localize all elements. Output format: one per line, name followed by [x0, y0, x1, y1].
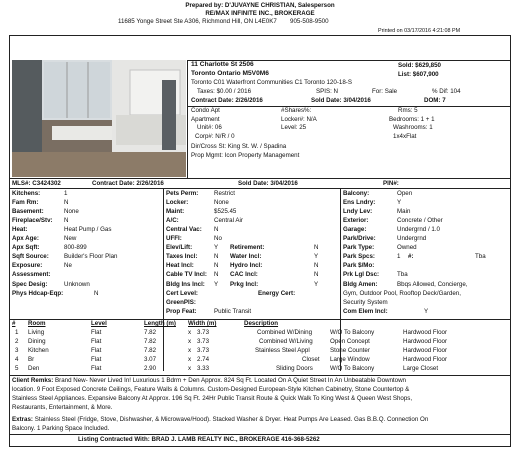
room-x: x — [188, 356, 192, 363]
remarks-line — [12, 377, 406, 385]
feature-value: N — [314, 271, 319, 278]
room-number: 4 — [15, 356, 19, 363]
feature-label: Basement: — [12, 208, 44, 215]
locker-number: Locker#: N/A — [281, 116, 317, 123]
feature-label: Heat Incl: — [166, 262, 194, 269]
room-number: 5 — [15, 365, 19, 372]
feature-label: Bldg Amen: — [343, 281, 378, 288]
room-width: 3.73 — [197, 347, 210, 354]
feature-value: N — [214, 262, 219, 269]
feature-value: Y — [397, 199, 402, 206]
listing-community: Toronto C01 Waterfront Communities C1 Toronto 120-18-S — [191, 79, 352, 86]
printed-date: Printed on 03/17/2016 4:21:08 PM — [378, 28, 461, 34]
feature-label: Elev/Lift: — [166, 244, 193, 251]
bldg-amenities: Bbqs Allowed, Concierge, — [397, 281, 468, 288]
room-x: x — [188, 347, 192, 354]
property-style: Apartment — [191, 116, 220, 123]
feature-label: Cert Level: — [166, 290, 198, 297]
feature-value: New — [64, 235, 77, 242]
feature-label: Prop Feat: — [166, 308, 197, 315]
room-name: Dining — [28, 338, 46, 345]
mls-sold-date: Sold Date: 3/04/2016 — [238, 180, 298, 187]
feature-label: Apx Sqft: — [12, 244, 40, 251]
mls-number: MLS#: C3424302 — [12, 180, 61, 187]
rooms-count: Rms: 5 — [398, 107, 418, 114]
room-width: 3.73 — [197, 338, 210, 345]
room-desc1: Combined W/Dining — [257, 329, 313, 336]
extras-label: Extras: — [12, 416, 33, 423]
room-width: 3.33 — [197, 365, 210, 372]
feature-value: Tba — [397, 271, 408, 278]
feature-value: Undergrnd / 1.0 — [397, 226, 440, 233]
room-desc2: W/O To Balcony — [330, 329, 375, 336]
pin-number: PIN#: — [383, 180, 399, 187]
feature-label: Phys Hdcap-Eqp: — [12, 290, 64, 297]
room-x: x — [188, 365, 192, 372]
prepared-by: Prepared by: D'JUVAYNE CHRISTIAN, Salesperson — [185, 2, 335, 9]
room-number: 3 — [15, 347, 19, 354]
feature-value: N — [94, 290, 99, 297]
room-name: Den — [28, 365, 40, 372]
feature-label: #: — [408, 253, 414, 260]
feature-label: Apx Age: — [12, 235, 39, 242]
washroom-detail: 1x4xFlat — [393, 133, 417, 140]
taxes: Taxes: $0.00 / 2016 — [197, 88, 252, 95]
feature-label: Locker: — [166, 199, 189, 206]
list-price: List: $607,900 — [398, 71, 439, 78]
property-management: Prop Mgmt: Icon Property Management — [191, 152, 300, 159]
for-type: For: Sale — [372, 88, 398, 95]
room-desc3: Hardwood Floor — [403, 329, 448, 336]
sold-date: Sold Date: 3/04/2016 — [311, 97, 371, 104]
room-level: Flat — [91, 347, 102, 354]
extras-text: Stainless Steel (Fridge, Stove, Dishwasher, & Microwave/Hood). Stacked Washer & Dryer. Heat Pumps Are Leased. Gas B.B.Q. Connection On — [34, 416, 429, 423]
feature-label: Taxes Incl: — [166, 253, 198, 260]
extras-line: Balcony. 1 Parking Space Included. — [12, 425, 110, 432]
feature-value: Public Transit — [214, 308, 252, 315]
rooms-header: # — [12, 320, 16, 327]
feature-label: CAC Incl: — [230, 271, 258, 278]
feature-label: Park Spcs: — [343, 253, 375, 260]
feature-label: Sqft Source: — [12, 253, 49, 260]
pct-dif: % Dif: 104 — [432, 88, 461, 95]
brokerage-name: RE/MAX INFINITE INC., BROKERAGE — [205, 10, 315, 17]
room-x: x — [188, 338, 192, 345]
room-number: 2 — [15, 338, 19, 345]
remarks-label: Client Remks: — [12, 377, 54, 384]
feature-label: Ens Lndry: — [343, 199, 376, 206]
room-level: Flat — [91, 329, 102, 336]
feature-value: 1 — [397, 253, 401, 260]
room-x: x — [188, 329, 192, 336]
rooms-header: Width (m) — [188, 320, 217, 327]
feature-value: Builder's Floor Plan — [64, 253, 118, 260]
feature-label: Retirement: — [230, 244, 265, 251]
feature-value: Open — [397, 190, 413, 197]
listing-contracted-with: Listing Contracted With: BRAD J. LAMB REALTY INC., BROKERAGE 416-368-5262 — [78, 436, 320, 443]
remarks-line: Restaurants, Entertainment, & More. — [12, 404, 113, 411]
feature-label: Garage: — [343, 226, 367, 233]
feature-value: Unknown — [64, 281, 90, 288]
corp-number: Corp#: N/R / 0 — [195, 133, 235, 140]
room-desc1: Combined W/Living — [259, 338, 313, 345]
sold-price: Sold: $629,850 — [398, 62, 441, 69]
room-level: Flat — [91, 338, 102, 345]
feature-label: Lndy Lev: — [343, 208, 373, 215]
room-desc3: Hardwood Floor — [403, 347, 448, 354]
room-level: Flat — [91, 356, 102, 363]
washrooms: Washrooms: 1 — [393, 124, 433, 131]
feature-label: Energy Cert: — [258, 290, 296, 297]
feature-label: Com Elem Incl: — [343, 308, 388, 315]
feature-value: N — [214, 226, 219, 233]
room-width: 2.74 — [197, 356, 210, 363]
room-name: Living — [28, 329, 45, 336]
feature-value: Tba — [475, 253, 486, 260]
feature-value: N — [64, 199, 69, 206]
feature-label: Exterior: — [343, 217, 369, 224]
dir-cross-street: Dir/Cross St: King St. W. / Spadina — [191, 143, 287, 150]
bldg-amenities: Gym, Outdoor Pool, Rooftop Deck/Garden, — [343, 290, 461, 297]
bedrooms: Bedrooms: 1 + 1 — [389, 116, 435, 123]
feature-label: Fam Rm: — [12, 199, 39, 206]
feature-label: Balcony: — [343, 190, 370, 197]
rooms-header: Description — [244, 320, 279, 327]
spis: SPIS: N — [316, 88, 339, 95]
feature-value: Y — [314, 281, 319, 288]
feature-label: Maint: — [166, 208, 185, 215]
rooms-header: Level — [91, 320, 107, 327]
rooms-header: Length (m) — [144, 320, 176, 327]
room-level: Flat — [91, 365, 102, 372]
level: Level: 25 — [281, 124, 307, 131]
feature-value: Y — [424, 308, 429, 315]
feature-value: Main — [397, 208, 411, 215]
feature-value: Central Air — [214, 217, 243, 224]
feature-value: Owned — [397, 244, 417, 251]
feature-value: N — [314, 262, 319, 269]
rooms-header: Room — [28, 320, 46, 327]
feature-label: A/C: — [166, 217, 179, 224]
remarks-line: location. 9 Foot Exposed Concrete Ceilings, Feature Walls & Columns. Custom-Designed European-Style Kitchen Cabinetry, Stone Countertop & — [12, 386, 410, 393]
remarks-text: Brand New- Never Lived In! Luxurious 1 Bdrm + Den Approx. 824 Sq Ft. Located On A Quiet Street In An Unbeatable Downtown — [55, 377, 406, 384]
feature-label: Hydro Incl: — [230, 262, 263, 269]
feature-label: Park/Drive: — [343, 235, 376, 242]
feature-value: Undergrnd — [397, 235, 427, 242]
feature-label: Prkg Incl: — [230, 281, 259, 288]
feature-value: Concrete / Other — [397, 217, 443, 224]
property-photo — [12, 60, 186, 177]
contract-date: Contract Date: 2/26/2016 — [191, 97, 263, 104]
feature-value: N — [64, 217, 69, 224]
room-width: 3.73 — [197, 329, 210, 336]
feature-value: Y — [314, 253, 319, 260]
room-name: Kitchen — [28, 347, 49, 354]
feature-label: Exposure: — [12, 262, 43, 269]
room-length: 7.82 — [144, 329, 157, 336]
remarks-line: Stainless Steel Appliances. Expansive Balcony At Approx. 196 Sq Ft. 24Hr Public Transit Route & Quick Walk To King West & Queen West Shops, — [12, 395, 413, 402]
feature-value: Y — [214, 281, 219, 288]
feature-value: None — [64, 208, 79, 215]
feature-value: 1 — [64, 190, 68, 197]
brokerage-phone: 905-508-9500 — [290, 18, 329, 25]
property-type: Condo Apt — [191, 107, 220, 114]
room-desc2: W/O To Balcony — [330, 365, 375, 372]
feature-label: Park Type: — [343, 244, 375, 251]
feature-value: N — [314, 244, 319, 251]
room-desc3: Hardwood Floor — [403, 356, 448, 363]
dom: DOM: 7 — [424, 97, 446, 104]
room-desc1: Closet — [302, 356, 320, 363]
room-name: Br — [28, 356, 35, 363]
room-desc2: Large Window — [330, 356, 370, 363]
room-length: 7.82 — [144, 347, 157, 354]
shares: #Shares%: — [281, 107, 312, 114]
feature-value: Y — [214, 244, 219, 251]
feature-label: Pets Perm: — [166, 190, 199, 197]
feature-label: Central Vac: — [166, 226, 202, 233]
room-desc2: Open Concept — [330, 338, 370, 345]
extras-line — [12, 416, 428, 424]
feature-label: UFFI: — [166, 235, 182, 242]
room-number: 1 — [15, 329, 19, 336]
feature-value: $525.45 — [214, 208, 237, 215]
brokerage-address: 11685 Yonge Street Ste A306, Richmond Hill, ON L4E0K7 — [118, 18, 277, 25]
unit-number: Unit#: 06 — [197, 124, 222, 131]
room-desc1: Stainless Steel Appl — [255, 347, 310, 354]
room-length: 7.82 — [144, 338, 157, 345]
room-desc3: Large Closet — [403, 365, 439, 372]
feature-label: Fireplace/Stv: — [12, 217, 53, 224]
feature-label: Kitchens: — [12, 190, 41, 197]
feature-value: Heat Pump / Gas — [64, 226, 112, 233]
feature-value: N — [214, 253, 219, 260]
room-desc2: Stone Counter — [330, 347, 370, 354]
feature-value: No — [214, 235, 222, 242]
feature-value: N — [214, 271, 219, 278]
feature-value: None — [214, 199, 229, 206]
feature-label: Assessment: — [12, 271, 51, 278]
room-desc3: Hardwood Floor — [403, 338, 448, 345]
feature-label: Heat: — [12, 226, 28, 233]
feature-label: Cable TV Incl: — [166, 271, 207, 278]
mls-contract-date: Contract Date: 2/26/2016 — [92, 180, 164, 187]
listing-address-line2: Toronto Ontario M5V0M6 — [191, 70, 269, 77]
room-length: 3.07 — [144, 356, 157, 363]
feature-label: Prk Lgl Dsc: — [343, 271, 380, 278]
feature-value: Ne — [64, 262, 72, 269]
feature-label: Bldg Ins Incl: — [166, 281, 205, 288]
feature-label: Water Incl: — [230, 253, 262, 260]
feature-label: Spec Desig: — [12, 281, 48, 288]
listing-address-line1: 11 Charlotte St 2506 — [191, 61, 254, 68]
feature-value: Restrict — [214, 190, 235, 197]
bldg-amenities: Security System — [343, 299, 388, 306]
room-length: 2.90 — [144, 365, 157, 372]
room-desc1: Sliding Doors — [276, 365, 313, 372]
feature-value: 800-899 — [64, 244, 87, 251]
feature-label: Park $/Mo: — [343, 262, 375, 269]
feature-label: GreenPIS: — [166, 299, 196, 306]
